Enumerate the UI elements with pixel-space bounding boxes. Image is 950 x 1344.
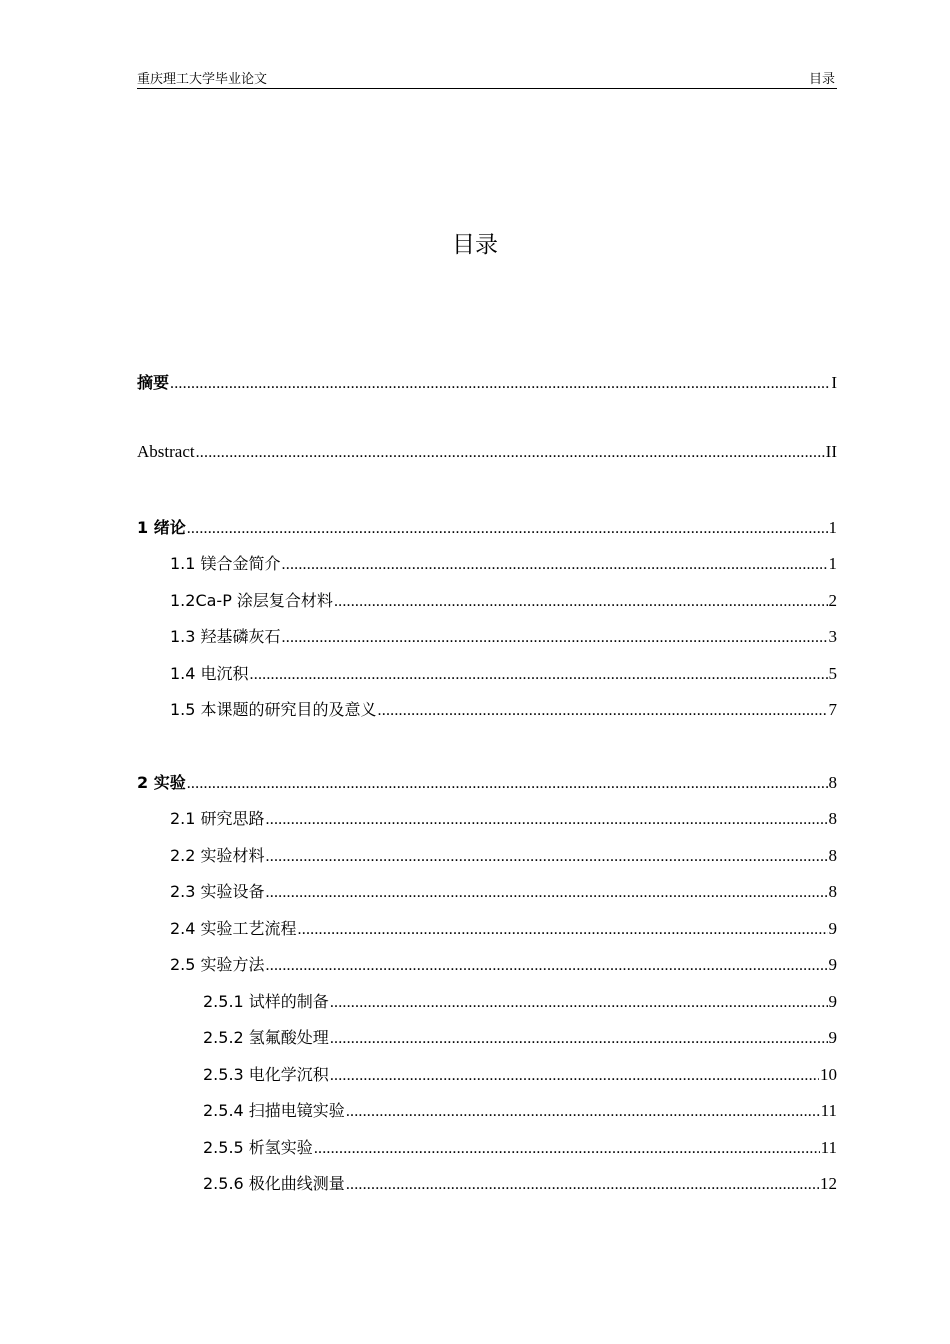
toc-entry-label: Abstract [137, 442, 195, 461]
toc-entry-2-5-2[interactable] [137, 1025, 837, 1049]
toc-entry-label: 2.1 研究思路 [170, 809, 265, 828]
toc-entry-2-5[interactable] [137, 952, 837, 976]
toc-entry-2-1[interactable] [137, 806, 837, 830]
toc-page-number: 11 [820, 1138, 837, 1157]
toc-leader-dots [187, 520, 828, 538]
toc-entry-2-5-4[interactable] [137, 1098, 837, 1122]
page-header [137, 66, 837, 89]
toc-entry-label: 2.5.4 扫描电镜实验 [203, 1101, 345, 1120]
toc-leader-dots [330, 994, 828, 1012]
toc-page-number: 9 [828, 992, 837, 1011]
toc-entry-2-2[interactable] [137, 843, 837, 867]
toc-entry-2-4[interactable] [137, 916, 837, 940]
toc-entry-label: 2 实验 [137, 773, 186, 792]
toc-entry-label: 2.5.5 析氢实验 [203, 1138, 313, 1157]
toc-page-number: 1 [828, 554, 837, 573]
toc-leader-dots [266, 957, 828, 975]
toc-leader-dots [314, 1140, 820, 1158]
header-thesis-title: 重庆理工大学毕业论文 [137, 72, 268, 87]
header-section-title: 目录 [808, 72, 835, 87]
toc-page-number: 12 [820, 1174, 837, 1193]
toc-leader-dots [187, 775, 828, 793]
toc-entry-label: 2.4 实验工艺流程 [170, 919, 297, 938]
toc-entry-label: 1.4 电沉积 [170, 664, 249, 683]
toc-page-number: 5 [828, 664, 837, 683]
toc-leader-dots [378, 702, 828, 720]
toc-entry-label: 2.5.6 极化曲线测量 [203, 1174, 345, 1193]
toc-entry-abstract-cn[interactable] [137, 370, 837, 394]
toc-page-number: 2 [828, 591, 837, 610]
toc-entry-label: 1.1 镁合金简介 [170, 554, 281, 573]
toc-page-number: 9 [828, 1028, 837, 1047]
toc-page-number: 7 [828, 700, 837, 719]
toc-leader-dots [298, 921, 828, 939]
toc-leader-dots [250, 666, 828, 684]
toc-entry-label: 1.2Ca-P 涂层复合材料 [170, 591, 333, 610]
toc-page-number: 1 [828, 518, 837, 537]
toc-entry-2-5-1[interactable] [137, 989, 837, 1013]
toc-page-number: 10 [820, 1065, 837, 1084]
toc-entry-2-3[interactable] [137, 879, 837, 903]
toc-leader-dots [330, 1030, 828, 1048]
toc-leader-dots [266, 884, 828, 902]
toc-entry-label: 1 绪论 [137, 518, 186, 537]
toc-page-number: 8 [828, 882, 837, 901]
toc-entry-abstract-en[interactable] [137, 442, 837, 466]
toc-page-number: 3 [828, 627, 837, 646]
toc-page-number: 8 [828, 809, 837, 828]
page-title: 目录 [452, 232, 498, 258]
toc-leader-dots [334, 593, 828, 611]
toc-entry-label: 2.5.3 电化学沉积 [203, 1065, 329, 1084]
toc-leader-dots [196, 444, 825, 462]
toc-page-number: 9 [828, 919, 837, 938]
toc-entry-2-5-5[interactable] [137, 1135, 837, 1159]
toc-leader-dots [266, 848, 828, 866]
toc-entry-label: 1.3 羟基磷灰石 [170, 627, 281, 646]
toc-page-number: 11 [820, 1101, 837, 1120]
toc-entry-2-5-6[interactable] [137, 1171, 837, 1195]
toc-leader-dots [170, 375, 830, 393]
toc-leader-dots [346, 1103, 820, 1121]
toc-entry-2-5-3[interactable] [137, 1062, 837, 1086]
toc-entry-chapter-1[interactable] [137, 515, 837, 539]
toc-entry-label: 1.5 本课题的研究目的及意义 [170, 700, 377, 719]
toc-leader-dots [266, 811, 828, 829]
toc-entry-1-3[interactable] [137, 624, 837, 648]
toc-page-number: 9 [828, 955, 837, 974]
toc-leader-dots [330, 1067, 819, 1085]
toc-entry-1-2[interactable] [137, 588, 837, 612]
toc-page-number: 8 [828, 846, 837, 865]
toc-entry-label: 2.2 实验材料 [170, 846, 265, 865]
toc-entry-1-5[interactable] [137, 697, 837, 721]
toc-leader-dots [282, 556, 828, 574]
toc-entry-label: 2.5.2 氢氟酸处理 [203, 1028, 329, 1047]
toc-page-number: II [825, 442, 837, 461]
toc-entry-label: 2.3 实验设备 [170, 882, 265, 901]
toc-entry-label: 2.5 实验方法 [170, 955, 265, 974]
toc-page-number: I [831, 373, 837, 392]
toc-entry-1-1[interactable] [137, 551, 837, 575]
toc-entry-chapter-2[interactable] [137, 770, 837, 794]
toc-entry-1-4[interactable] [137, 661, 837, 685]
toc-page-number: 8 [828, 773, 837, 792]
toc-leader-dots [346, 1176, 819, 1194]
toc-entry-label: 摘要 [137, 373, 170, 392]
toc-entry-label: 2.5.1 试样的制备 [203, 992, 329, 1011]
toc-leader-dots [282, 629, 828, 647]
